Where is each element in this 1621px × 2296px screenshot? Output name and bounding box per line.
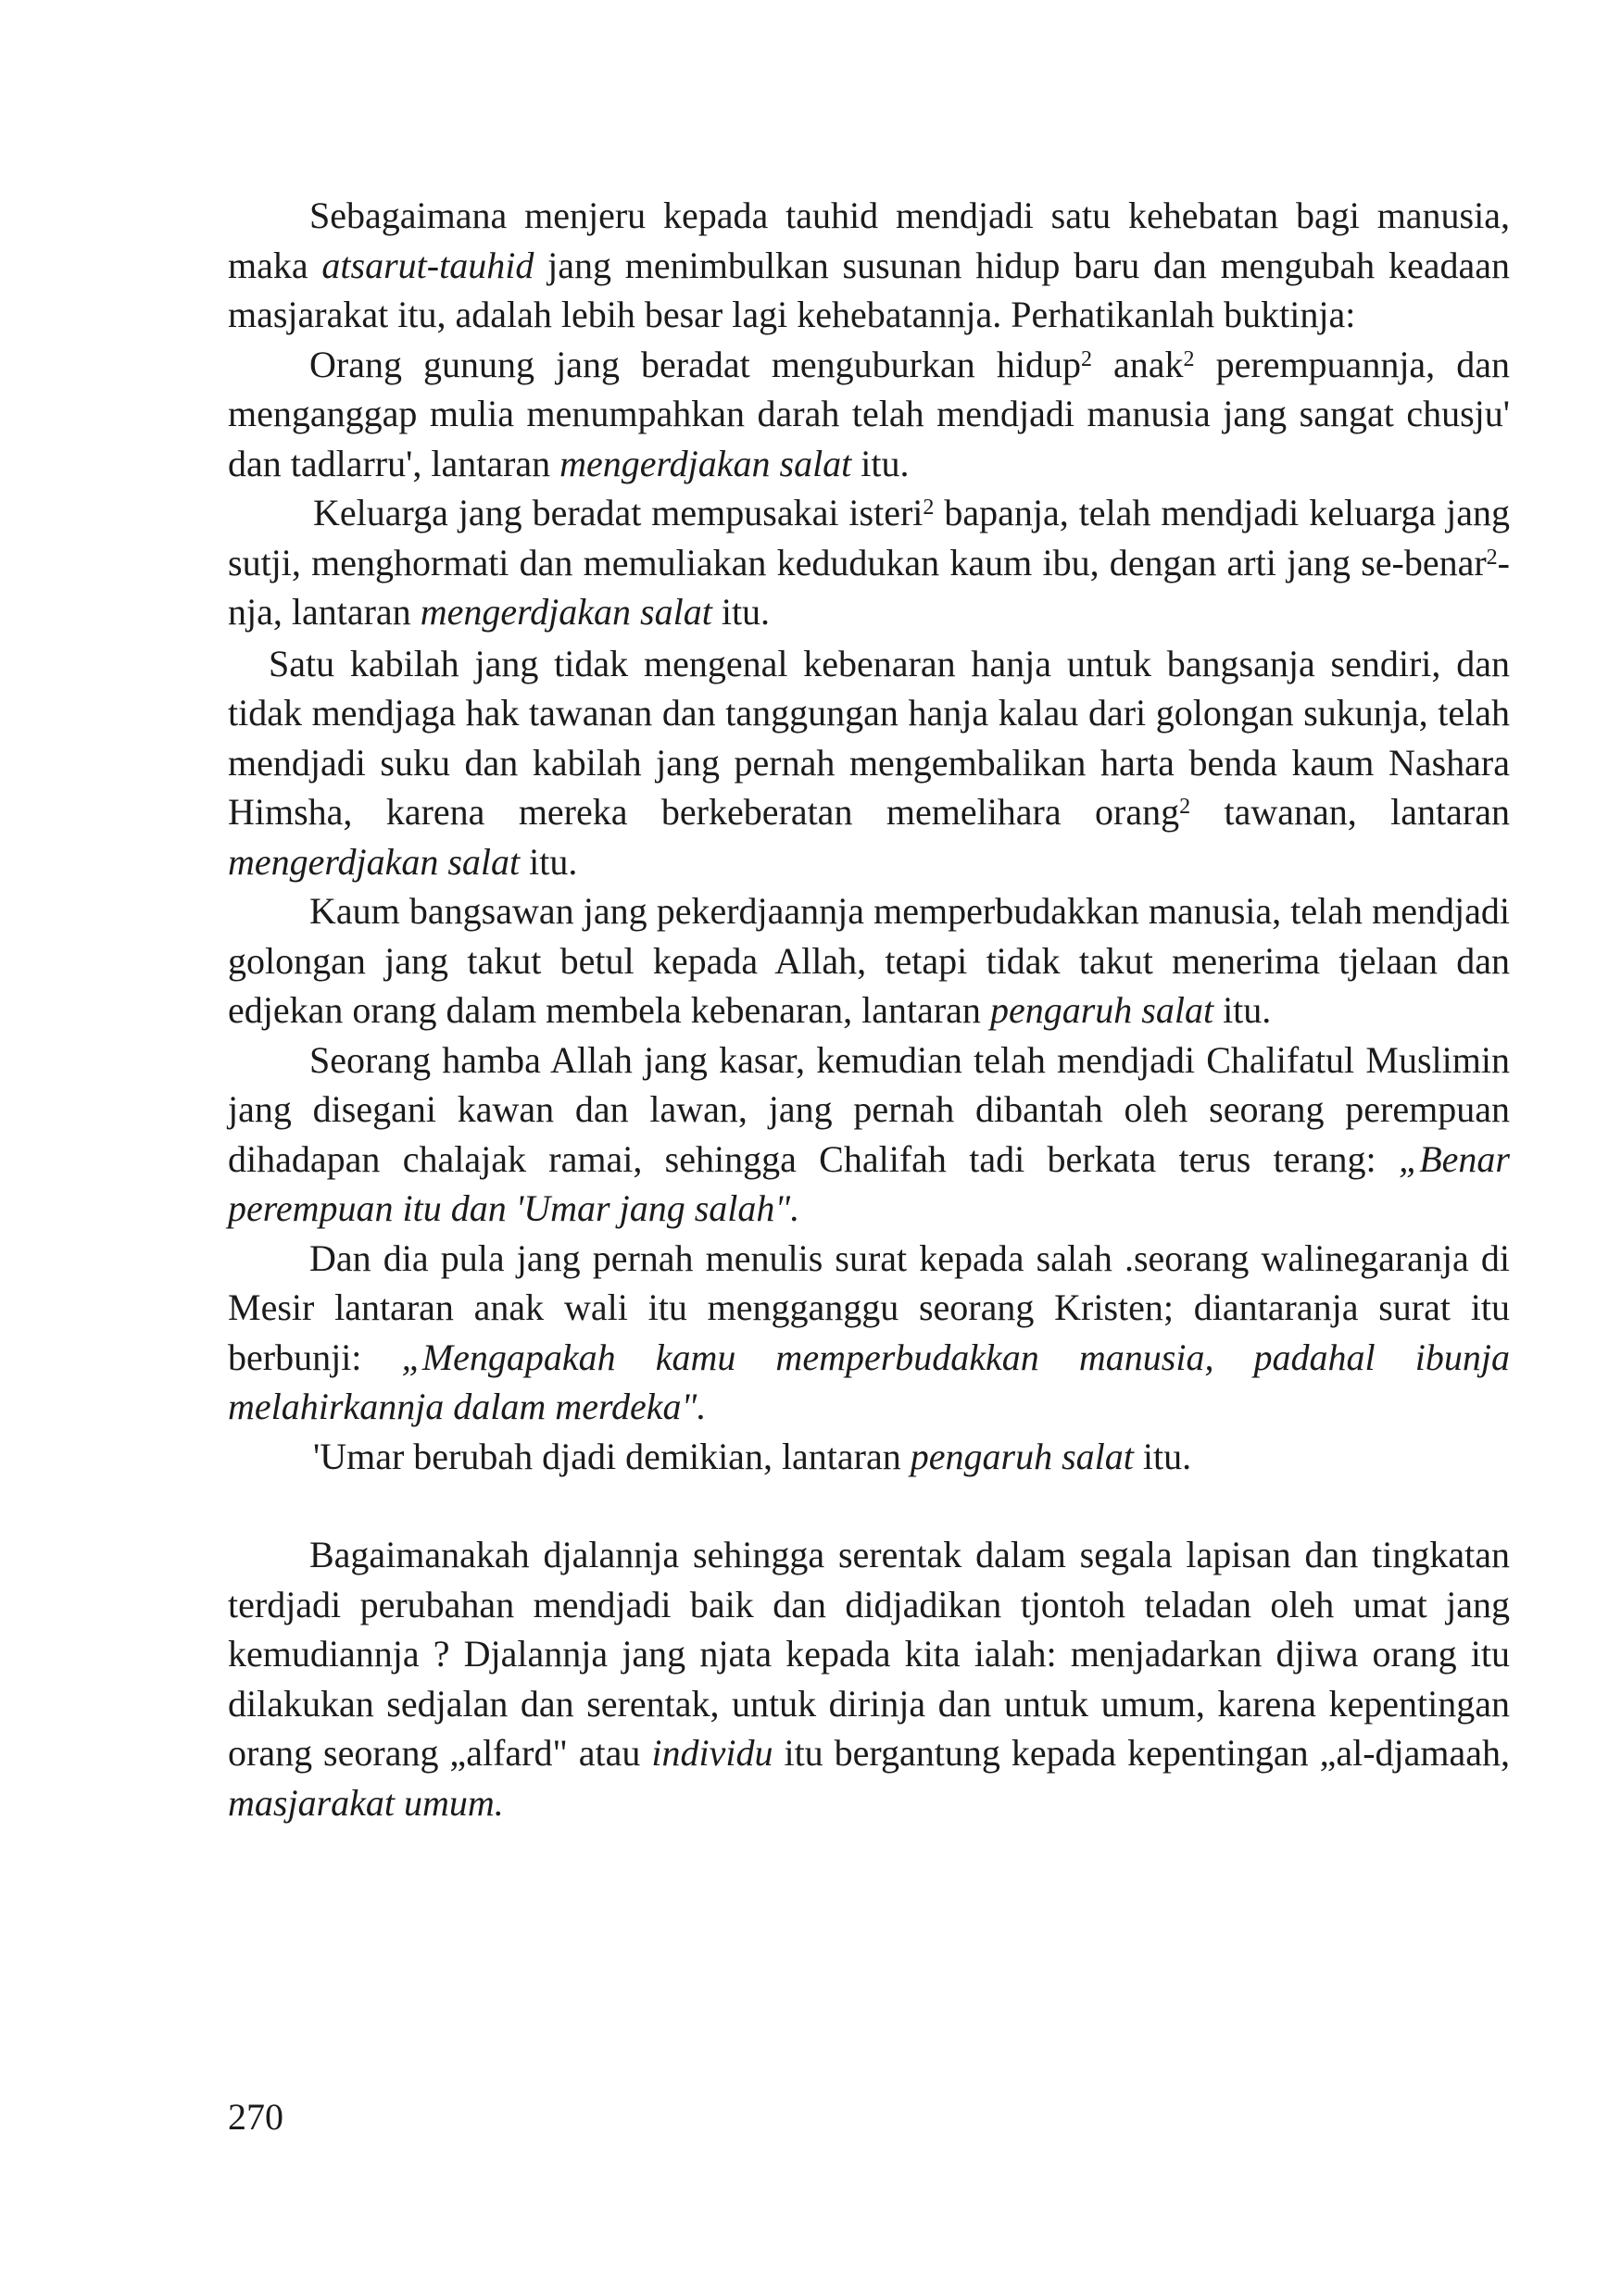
text-run: Bagaimanakah djalannja sehingga serentak dalam segala lapisan dan tingkatan terdjadi perubahan mendjadi baik dan didjadikan tjontoh teladan oleh umat jang kemudiannja ? Djalannja jang njata kepada kita ialah: menjadarkan djiwa orang itu dilakukan sedjalan dan serentak, untuk dirinja dan untuk umum, karena kepentingan orang seorang „alfard" atau — [228, 1534, 1510, 1774]
text-run: itu. — [851, 442, 910, 484]
page-body — [228, 191, 1510, 1827]
text-run: Satu kabilah jang tidak mengenal kebenaran hanja untuk bangsanja sendiri, dan tidak mendjaga hak tawanan dan tanggungan hanja kalau dari golongan sukunja, telah mendjadi suku dan kabilah jang pernah mengembalikan harta benda kaum Nashara Himsha, karena mereka berkeberatan memelihara orang — [228, 642, 1510, 833]
italic-term: individu — [651, 1732, 773, 1774]
paragraph-7 — [228, 1234, 1510, 1432]
text-run: Sebagaimana menjeru kepada tauhid mendjadi satu kehebatan bagi manusia, maka — [228, 194, 1510, 286]
text-run: itu. — [520, 840, 578, 883]
italic-term: mengerdjakan salat — [559, 442, 852, 484]
superscript: 2 — [1183, 346, 1195, 371]
paragraph-8 — [228, 1432, 1510, 1482]
superscript: 2 — [1179, 795, 1191, 819]
paragraph-5 — [228, 886, 1510, 1035]
text-run: itu bergantung kepada kepentingan „al-djamaah, — [773, 1732, 1511, 1774]
italic-term: masjarakat umum. — [228, 1781, 504, 1824]
text-run: Keluarga jang beradat mempusakai isteri — [313, 492, 924, 533]
superscript: 2 — [1080, 346, 1092, 371]
text-run: itu. — [711, 591, 771, 633]
paragraph-6 — [228, 1035, 1510, 1234]
text-run: -nja, lantaran — [228, 541, 1510, 633]
paragraph-9 — [228, 1530, 1510, 1827]
text-run: jang menimbulkan susunan hidup baru dan mengubah keadaan masjarakat itu, adalah lebih besar lagi kehebatannja. Perhatikanlah buktinja: — [228, 244, 1510, 335]
superscript: 2 — [923, 496, 935, 520]
paragraph-4 — [228, 639, 1510, 887]
text-run: itu. — [1133, 1435, 1192, 1477]
paragraph-3 — [228, 488, 1510, 637]
italic-term: atsarut-tauhid — [321, 244, 534, 286]
text-run: Dan dia pula jang pernah menulis surat kepada salah .seorang walinegaranja di Mesir lantaran anak wali itu mengganggu seorang Kristen; diantaranja surat itu berbunji: — [228, 1236, 1510, 1378]
text-run: Kaum bangsawan jang pekerdjaannja memperbudakkan manusia, telah mendjadi golongan jang takut betul kepada Allah, tetapi tidak takut menerima tjelaan dan edjekan orang dalam membela kebenaran, lantaran — [228, 890, 1510, 1031]
italic-term: mengerdjakan salat — [228, 840, 521, 883]
italic-term: pengaruh salat — [910, 1435, 1134, 1477]
text-run: anak — [1091, 343, 1184, 385]
superscript: 2 — [1486, 545, 1498, 570]
italic-quote: „Benar perempuan itu dan 'Umar jang salah". — [228, 1137, 1510, 1229]
text-run: 'Umar berubah djadi demikian, lantaran — [313, 1435, 911, 1477]
page-number: 270 — [228, 2096, 283, 2138]
text-run: bapanja, telah mendjadi keluarga jang sutji, menghormati dan memuliakan kedudukan kaum ibu, dengan arti jang se-benar — [228, 492, 1510, 583]
text-run: perempuannja, dan menganggap mulia menumpahkan darah telah mendjadi manusia jang sangat chusju' dan tadlarru', lantaran — [228, 343, 1511, 484]
text-run: Orang gunung jang beradat menguburkan hidup — [309, 343, 1081, 385]
italic-term: pengaruh salat — [989, 989, 1214, 1031]
italic-quote: „Mengapakah kamu memperbudakkan manusia, padahal ibunja melahirkannja dalam merdeka". — [228, 1336, 1510, 1427]
text-run: tawanan, lantaran — [1190, 791, 1510, 833]
text-run: itu. — [1213, 989, 1272, 1031]
paragraph-2 — [228, 340, 1510, 489]
italic-term: mengerdjakan salat — [420, 591, 712, 633]
paragraph-1 — [228, 191, 1510, 340]
text-run: Seorang hamba Allah jang kasar, kemudian telah mendjadi Chalifatul Muslimin jang disegani kawan dan lawan, jang pernah dibantah oleh seorang perempuan dihadapan chalajak ramai, sehingga Chalifah tadi berkata terus terang: — [228, 1038, 1510, 1180]
